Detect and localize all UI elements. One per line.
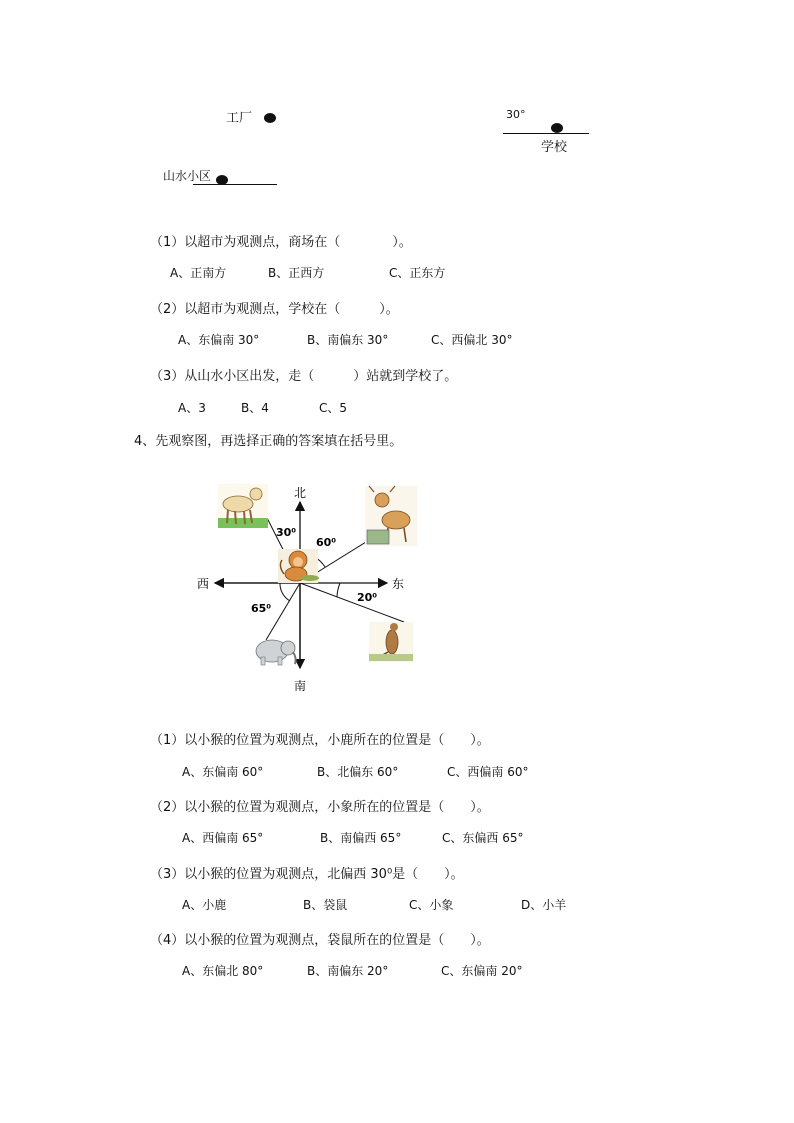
p1-q3-option-a: A、3: [178, 401, 206, 415]
west-label: 西: [197, 577, 210, 591]
p2-q3-option-c: C、小象: [409, 898, 454, 912]
shanshui-label: 山水小区: [163, 169, 212, 183]
p2-q2-option-a: A、西偏南 65°: [182, 831, 264, 845]
p1-q1-option-c: C、正东方: [389, 266, 446, 280]
p2-question-3: （3）以小猴的位置为观测点，北偏西 30⁰是（ ）。: [150, 867, 464, 882]
south-label: 南: [294, 679, 307, 693]
angle-60-label: 60⁰: [316, 536, 337, 549]
p1-question-2: （2）以超市为观测点，学校在（ ）。: [150, 302, 399, 317]
p2-q1-option-c: C、西偏南 60°: [447, 765, 529, 779]
deer-icon: [365, 486, 417, 546]
p1-q2-option-c: C、西偏北 30°: [431, 333, 513, 347]
p2-q4-option-b: B、南偏东 20°: [307, 964, 389, 978]
section-4-title: 4、先观察图，再选择正确的答案填在括号里。: [134, 434, 403, 449]
east-label: 东: [392, 577, 405, 591]
angle-30-label: 30°: [506, 108, 526, 121]
p2-q2-option-b: B、南偏西 65°: [320, 831, 402, 845]
school-label: 学校: [541, 140, 568, 155]
arc-20: [337, 583, 340, 597]
angle-65-label: 65⁰: [251, 602, 272, 615]
p2-q2-option-c: C、东偏西 65°: [442, 831, 524, 845]
p2-q1-option-a: A、东偏南 60°: [182, 765, 264, 779]
p1-q3-option-b: B、4: [241, 401, 269, 415]
p2-q1-option-b: B、北偏东 60°: [317, 765, 399, 779]
p1-question-1: （1）以超市为观测点，商场在（ ）。: [150, 235, 412, 250]
kangaroo-icon: [369, 622, 413, 662]
goat-icon: [218, 484, 268, 528]
p1-q1-option-a: A、正南方: [170, 266, 227, 280]
factory-label: 工厂: [226, 111, 253, 126]
ray-kangaroo: [300, 583, 404, 622]
p1-q2-option-a: A、东偏南 30°: [178, 333, 260, 347]
monkey-icon: [278, 549, 319, 583]
p2-q3-option-a: A、小鹿: [182, 898, 227, 912]
arc-65: [280, 583, 290, 601]
p1-question-3: （3）从山水小区出发，走（ ）站就到学校了。: [150, 369, 458, 384]
p2-question-1: （1）以小猴的位置为观测点，小鹿所在的位置是（ ）。: [150, 733, 490, 748]
angle-20-label: 20⁰: [357, 591, 378, 604]
p2-q4-option-c: C、东偏南 20°: [441, 964, 523, 978]
p2-q3-option-d: D、小羊: [521, 898, 567, 912]
angle-30-label: 30⁰: [276, 526, 297, 539]
p2-question-2: （2）以小猴的位置为观测点，小象所在的位置是（ ）。: [150, 800, 490, 815]
p1-q2-option-b: B、南偏东 30°: [307, 333, 389, 347]
north-label: 北: [294, 486, 307, 500]
p2-question-4: （4）以小猴的位置为观测点，袋鼠所在的位置是（ ）。: [150, 933, 490, 948]
p2-q3-option-b: B、袋鼠: [303, 898, 348, 912]
p2-q4-option-a: A、东偏北 80°: [182, 964, 264, 978]
p1-q3-option-c: C、5: [319, 401, 348, 415]
p1-q1-option-b: B、正西方: [268, 266, 325, 280]
elephant-icon: [256, 640, 296, 665]
